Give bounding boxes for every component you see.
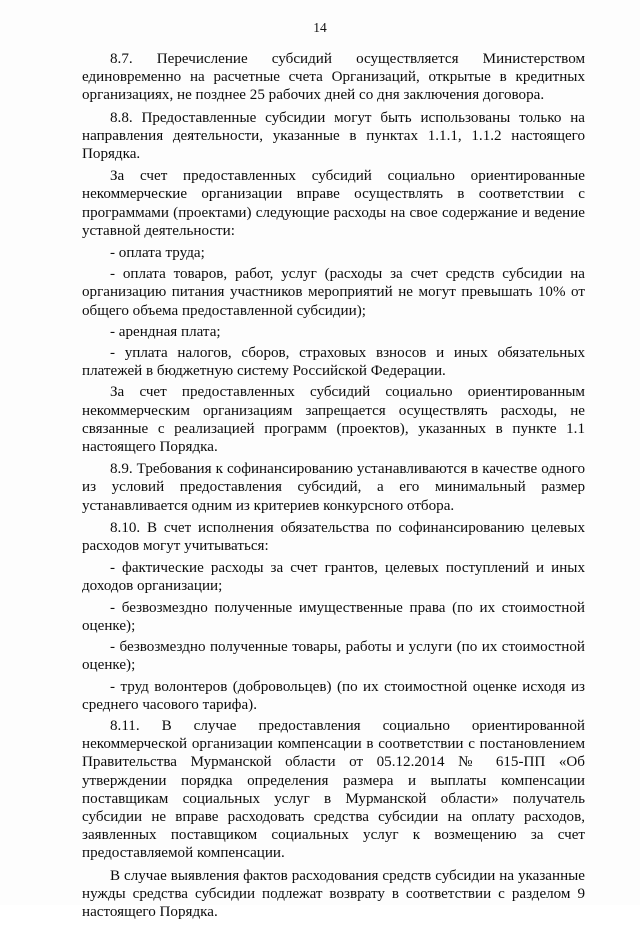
paragraph-8-11: 8.11. В случае предоставления социально ориентированной некоммерческой организации компенсации в соответствии с постановлением Правительства Мурманской области от 05.12.2014 № 615-ПП «Об утверждении порядка определения размера и выплаты компенсации поставщикам социальных услуг в Мурманской области» получатель субсидии не вправе расходовать средства субсидии на оплату расходов, заявленных поставщиком социальных услуг к возмещению за счет предоставляемой компенсации. (82, 717, 585, 862)
list-item: - оплата труда; (110, 245, 205, 262)
list-item: - оплата товаров, работ, услуг (расходы за счет средств субсидии на организацию питания участников мероприятий не могут превышать 10% от общего объема предоставленной субсидии); (82, 266, 585, 319)
list-item: - труд волонтеров (добровольцев) (по их стоимостной оценке исходя из среднего часового тарифа). (82, 678, 585, 713)
paragraph-8-10: 8.10. В счет исполнения обязательства по софинансированию целевых расходов могут учитываться: (82, 519, 585, 555)
paragraph-prohibited-expenses: За счет предоставленных субсидий социально ориентированным некоммерческим организациям запрещается осуществлять расходы, не связанные с реализацией программ (проектов), указанных в пункте 1.1 настоящего Порядка. (82, 384, 585, 456)
paragraph-refund: В случае выявления фактов расходования средств субсидии на указанные нужды средства субсидии подлежат возврату в соответствии с разделом 9 настоящего Порядка. (82, 867, 585, 920)
list-item: - фактические расходы за счет грантов, целевых поступлений и иных доходов организации; (82, 560, 585, 595)
document-body (82, 50, 585, 925)
paragraph-8-9: 8.9. Требования к софинансированию устанавливаются в качестве одного из условий предоставления субсидий, а его минимальный размер устанавливается одним из критериев конкурсного отбора. (82, 461, 585, 514)
list-item: - безвозмездно полученные товары, работы и услуги (по их стоимостной оценке); (82, 639, 585, 674)
paragraph-allowed-expenses-intro: За счет предоставленных субсидий социально ориентированные некоммерческие организации вправе осуществлять в соответствии с программами (проектами) следующие расходы на свое содержание и ведение уставной деятельности: (82, 168, 585, 239)
list-item: - уплата налогов, сборов, страховых взносов и иных обязательных платежей в бюджетную систему Российской Федерации. (82, 345, 585, 380)
page-number: 14 (313, 20, 327, 35)
list-item: - безвозмездно полученные имущественные права (по их стоимостной оценке); (82, 599, 585, 634)
paragraph-8-7: 8.7. Перечисление субсидий осуществляется Министерством единовременно на расчетные счета Организаций, открытые в кредитных организациях, не позднее 25 рабочих дней со дня заключения договора. (82, 51, 585, 104)
list-item: - арендная плата; (110, 323, 221, 340)
paragraph-8-8: 8.8. Предоставленные субсидии могут быть использованы только на направления деятельности, указанные в пунктах 1.1.1, 1.1.2 настоящего Порядка. (82, 109, 585, 163)
